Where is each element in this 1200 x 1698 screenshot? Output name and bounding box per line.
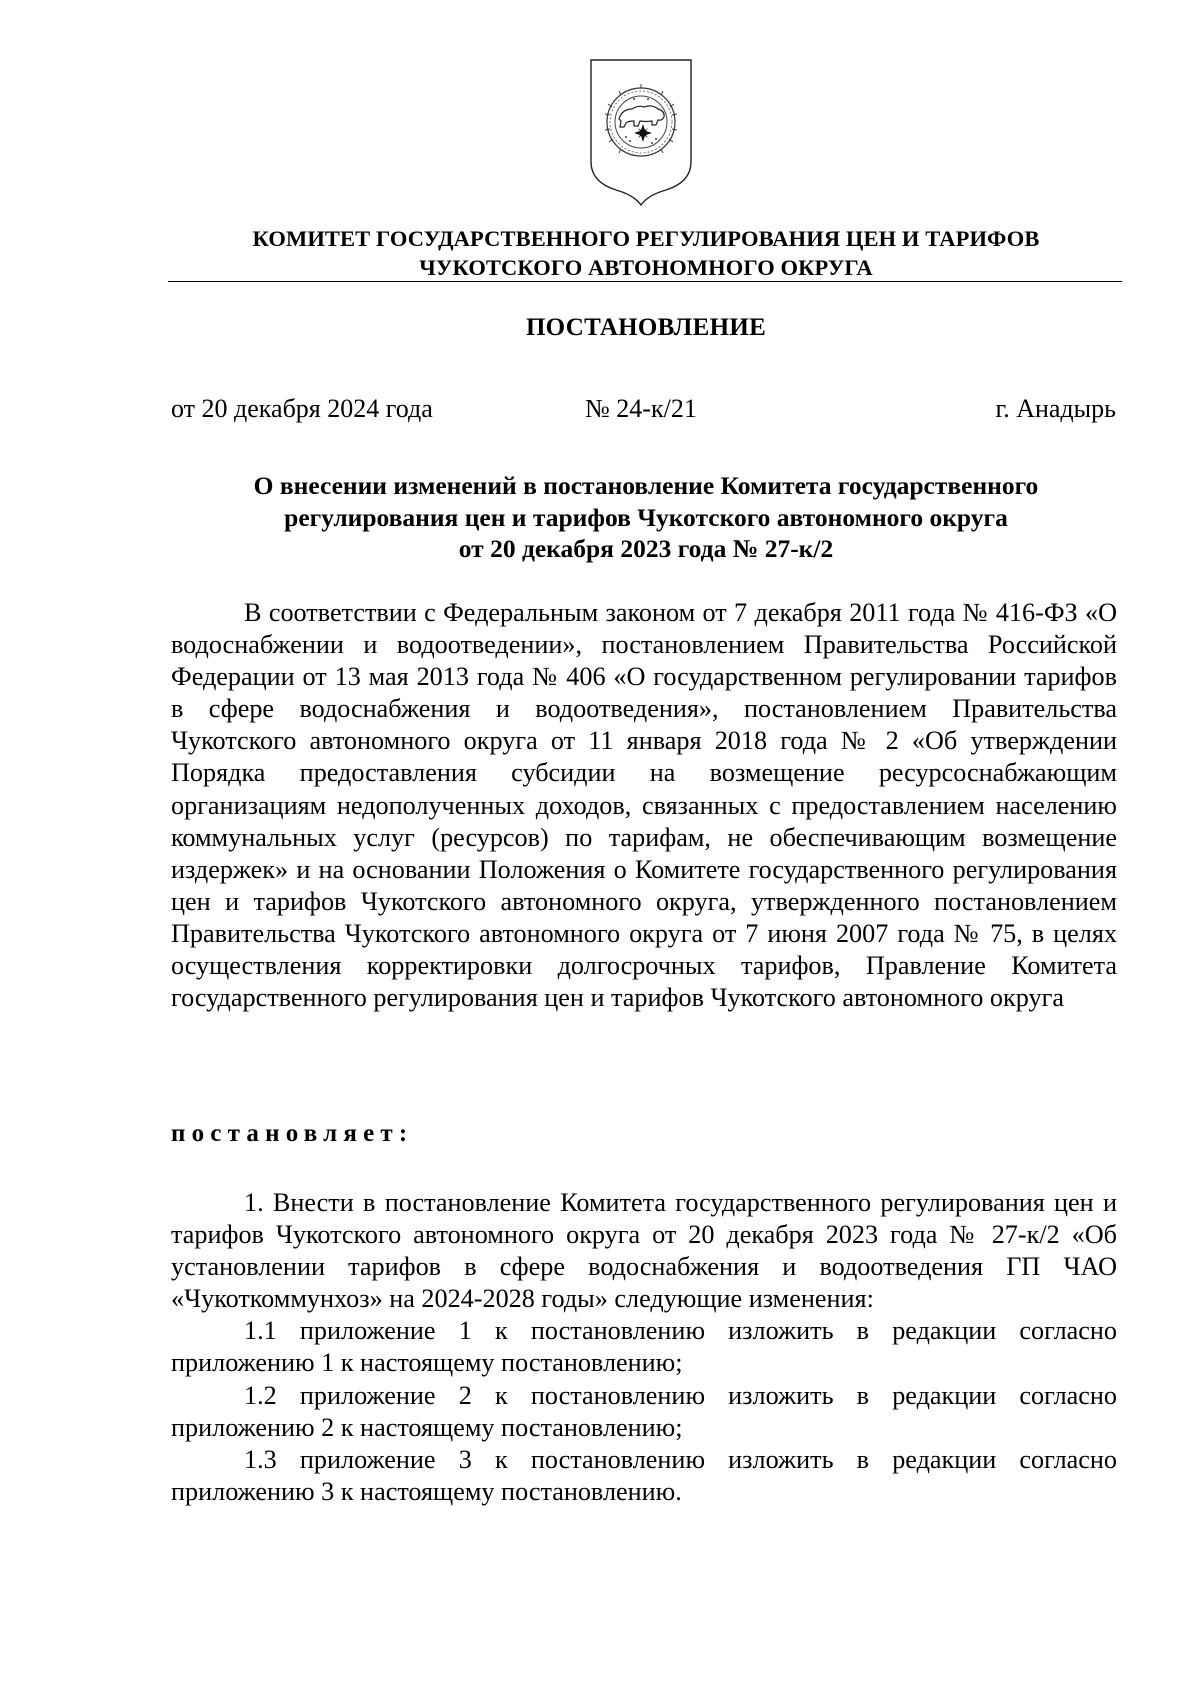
resolution-items: [171, 1187, 1117, 1508]
item-1-2: 1.2 приложение 2 к постановлению изложить в редакции согласно приложению 2 к настоящему постановлению;: [171, 1380, 1117, 1442]
header-divider: [168, 281, 1122, 282]
document-city: г. Анадырь: [995, 394, 1116, 423]
authority-line-1: КОМИТЕТ ГОСУДАРСТВЕННОГО РЕГУЛИРОВАНИЯ ЦЕН И ТАРИФОВ: [252, 226, 1040, 251]
document-title: [168, 470, 1124, 565]
title-line-3: от 20 декабря 2023 года № 27-к/2: [458, 534, 834, 563]
title-line-1: О внесении изменений в постановление Комитета государственного: [253, 471, 1039, 500]
item-1: 1. Внести в постановление Комитета государственного регулирования цен и тарифов Чукотского автономного округа от 20 декабря 2023 года № 27-к/2 «Об установлении тарифов в сфере водоснабжения и водоотведения ГП ЧАО «Чукоткоммунхоз» на 2024-2028 годы» следующие изменения:: [171, 1188, 1117, 1314]
preamble-paragraph: В соответствии с Федеральным законом от 7 декабря 2011 года № 416-ФЗ «О водоснабжении и водоотведении», постановлением Правительства Российской Федерации от 13 мая 2013 года № 406 «О государственном регулировании тарифов в сфере водоснабжения и водоотведения», постановлением Правительства Чукотского автономного округа от 11 января 2018 года № 2 «Об утверждении Порядка предоставления субсидии на возмещение ресурсоснабжающим организациям недополученных доходов, связанных с предоставлением населению коммунальных услуг (ресурсов) по тарифам, не обеспечивающим возмещение издержек» и на основании Положения о Комитете государственного регулирования цен и тарифов Чукотского автономного округа, утвержденного постановлением Правительства Чукотского автономного округа от 7 июня 2007 года № 75, в целях осуществления корректировки долгосрочных тарифов, Правление Комитета государственного регулирования цен и тарифов Чукотского автономного округа: [171, 598, 1117, 1013]
title-line-2: регулирования цен и тарифов Чукотского автономного округа: [284, 502, 1008, 532]
chukotka-coat-of-arms-icon: [586, 57, 696, 207]
document-date: от 20 декабря 2024 года: [171, 394, 433, 423]
resolves-word: постановляет:: [171, 1120, 414, 1147]
item-1-1: 1.1 приложение 1 к постановлению изложить в редакции согласно приложению 1 к настоящему постановлению;: [171, 1316, 1117, 1378]
document-type: ПОСТАНОВЛЕНИЕ: [525, 314, 767, 341]
preamble-block: [171, 597, 1117, 1014]
authority-line-2: ЧУКОТСКОГО АВТОНОМНОГО ОКРУГА: [419, 255, 873, 280]
document-number: № 24-к/21: [585, 394, 697, 423]
issuing-authority: [168, 224, 1124, 282]
item-1-3: 1.3 приложение 3 к постановлению изложить в редакции согласно приложению 3 к настоящему постановлению.: [171, 1444, 1117, 1506]
